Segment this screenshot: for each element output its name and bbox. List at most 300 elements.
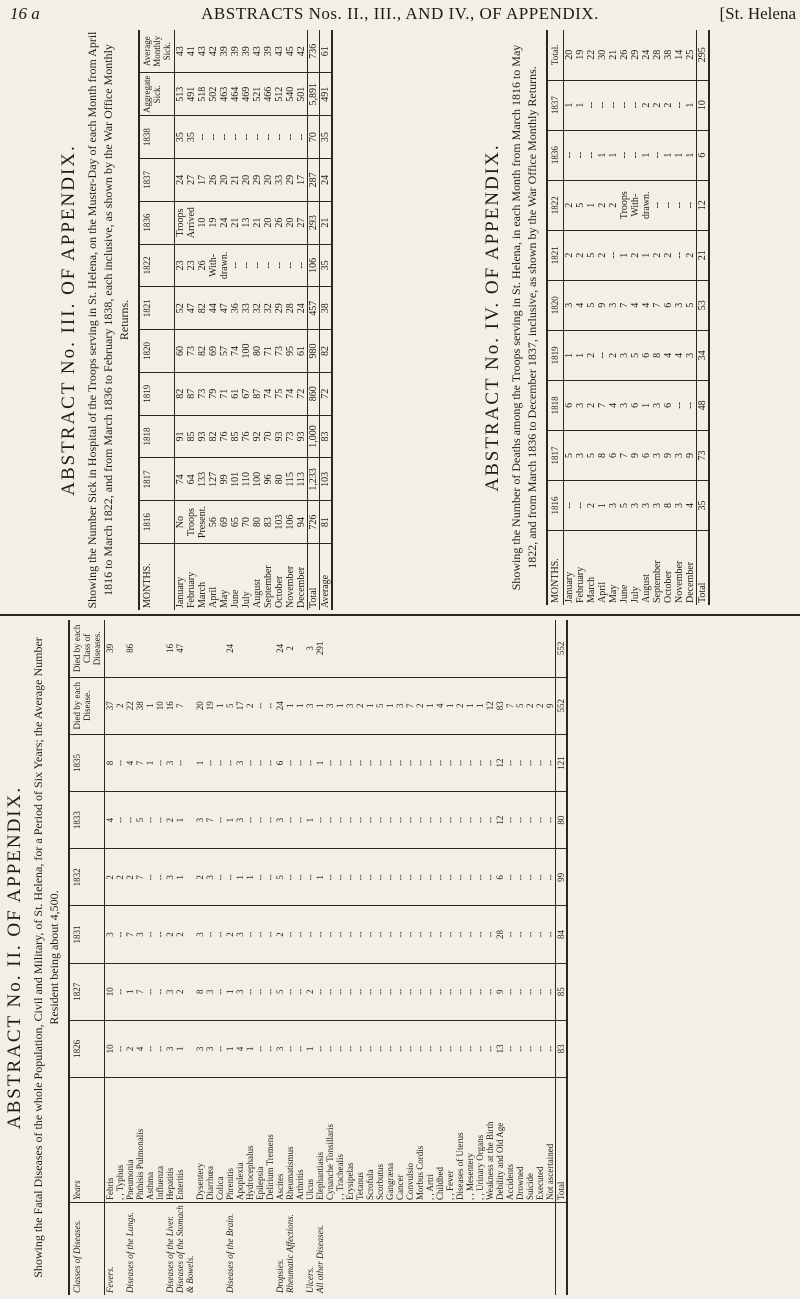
cell-value: --	[525, 963, 535, 1020]
cell-value: 82	[197, 330, 208, 373]
disease-name: Enteritis	[175, 1078, 195, 1203]
cell-value: 6	[564, 380, 576, 430]
month-label: November	[674, 560, 685, 603]
average-value: 61	[320, 30, 333, 73]
disease-name: Asthma	[145, 1078, 155, 1203]
total-value: 726	[308, 501, 320, 544]
disease-class	[265, 1203, 275, 1296]
disease-name: Arthritis	[295, 1078, 305, 1203]
cell-value: --	[405, 734, 415, 791]
cell-value: No	[175, 501, 187, 544]
cell-value: --	[515, 792, 525, 849]
cell-value: 70	[263, 415, 274, 458]
cell-value: --	[265, 849, 275, 906]
cell-value: 1	[385, 677, 395, 734]
cell-value: --	[285, 963, 295, 1020]
cell-value: --	[445, 906, 455, 963]
cell-value: 10	[197, 201, 208, 244]
table-row	[263, 30, 274, 610]
cell-value: 2	[175, 963, 195, 1020]
cell-value: --	[485, 963, 495, 1020]
cell-value: --	[245, 734, 255, 791]
cell-value: 39	[105, 620, 116, 677]
cell-value: --	[295, 849, 305, 906]
cell-value: --	[175, 734, 195, 791]
month-label: September	[652, 560, 663, 603]
cell-value: 2	[652, 230, 663, 280]
cell-value: --	[475, 1020, 485, 1077]
cell-value: --	[295, 1020, 305, 1077]
cell-value: --	[395, 792, 405, 849]
total-value: 99	[556, 849, 568, 906]
table-row	[230, 30, 241, 610]
disease-name: , , Mesentery	[465, 1078, 475, 1203]
cell-value: 29	[630, 30, 641, 80]
total-value: 53	[697, 280, 710, 330]
cell-value: 1	[365, 677, 375, 734]
disease-class	[325, 1203, 335, 1296]
column-header: 1822	[139, 244, 175, 287]
cell-value: 1	[475, 677, 485, 734]
cell-value: --	[296, 116, 308, 159]
table-row	[375, 620, 385, 1295]
cell-value: --	[155, 1020, 165, 1077]
cell-value: 36	[230, 287, 241, 330]
cell-value: 17	[197, 158, 208, 201]
cell-value: --	[115, 906, 125, 963]
cell-value: 23	[175, 244, 187, 287]
cell-value: --	[455, 1020, 465, 1077]
table-row	[652, 30, 663, 605]
cell-value: 1	[564, 80, 576, 130]
cell-value: 19	[208, 201, 219, 244]
disease-class	[425, 1203, 435, 1296]
cell-value: 8	[105, 734, 116, 791]
cell-value: --	[335, 849, 345, 906]
disease-name: Drowned	[515, 1078, 525, 1203]
cell-value: --	[263, 116, 274, 159]
cell-value: 7	[135, 963, 145, 1020]
total-value: 287	[308, 158, 320, 201]
cell-value: 3	[205, 963, 215, 1020]
cell-value: --	[415, 849, 425, 906]
disease-class	[245, 1203, 255, 1296]
table-row	[219, 30, 230, 610]
average-value: 35	[320, 116, 333, 159]
disease-class	[355, 1203, 365, 1296]
cell-value: 5	[575, 180, 586, 230]
cell-value: 2	[641, 80, 652, 130]
cell-value: 3	[235, 792, 245, 849]
cell-value: --	[345, 906, 355, 963]
disease-class	[385, 1203, 395, 1296]
cell-value: 82	[197, 287, 208, 330]
cell-value: 2	[575, 230, 586, 280]
cell-value: Troops	[175, 201, 187, 244]
cell-value: --	[245, 963, 255, 1020]
cell-value: 3	[165, 734, 175, 791]
cell-value: --	[535, 792, 545, 849]
column-header: 1818	[547, 380, 564, 430]
cell-value: --	[345, 792, 355, 849]
cell-value: 20	[564, 30, 576, 80]
disease-class	[195, 1203, 205, 1296]
table-row	[465, 620, 475, 1295]
cell-value: 10	[155, 677, 165, 734]
cell-value: 3	[105, 906, 116, 963]
cell-value: 64	[186, 458, 197, 501]
cell-value: 1	[225, 792, 235, 849]
cell-value: 5	[225, 677, 235, 734]
cell-value: 19	[205, 677, 215, 734]
cell-value: 39	[219, 30, 230, 73]
cell-value	[265, 620, 275, 677]
disease-class	[415, 1203, 425, 1296]
cell-value: 106	[285, 501, 296, 544]
cell-value: 3	[235, 963, 245, 1020]
cell-value	[545, 620, 556, 677]
cell-value: --	[545, 849, 556, 906]
cell-value: 7	[135, 849, 145, 906]
cell-value: 3	[275, 1020, 285, 1077]
disease-class	[525, 1203, 535, 1296]
cell-value	[365, 620, 375, 677]
cell-value: --	[315, 963, 325, 1020]
table-row	[285, 30, 296, 610]
cell-value: 2	[663, 80, 674, 130]
month-label: January	[175, 576, 186, 608]
cell-value: --	[115, 734, 125, 791]
total-value: 35	[697, 480, 710, 530]
cell-value: Troops	[186, 501, 197, 544]
disease-name: Colica	[215, 1078, 225, 1203]
cell-value: --	[405, 963, 415, 1020]
cell-value: 521	[252, 73, 263, 116]
table-row	[155, 620, 165, 1295]
cell-value: --	[525, 849, 535, 906]
cell-value: --	[465, 849, 475, 906]
cell-value: --	[545, 734, 556, 791]
cell-value: 21	[608, 30, 619, 80]
total-value: 121	[556, 734, 568, 791]
column-header: 1831	[69, 906, 105, 963]
cell-value: --	[485, 1020, 495, 1077]
table-row	[175, 620, 195, 1295]
disease-name: Cancer	[395, 1078, 405, 1203]
cell-value: 463	[219, 73, 230, 116]
cell-value: 47	[186, 287, 197, 330]
cell-value: --	[115, 963, 125, 1020]
cell-value: --	[255, 963, 265, 1020]
cell-value	[405, 620, 415, 677]
month-label: October	[663, 570, 674, 603]
column-header: 1817	[547, 430, 564, 480]
cell-value: 5	[564, 430, 576, 480]
table-row	[674, 30, 685, 605]
cell-value: 73	[274, 330, 285, 373]
disease-name: Tetanus	[355, 1078, 365, 1203]
cell-value: --	[630, 130, 641, 180]
cell-value: 3	[575, 430, 586, 480]
cell-value	[455, 620, 465, 677]
cell-value	[475, 620, 485, 677]
cell-value: --	[265, 906, 275, 963]
disease-name: Dysentery	[195, 1078, 205, 1203]
cell-value: 100	[241, 330, 252, 373]
cell-value: --	[325, 792, 335, 849]
cell-value: 5	[275, 849, 285, 906]
cell-value: --	[505, 734, 515, 791]
cell-value: 1	[225, 1020, 235, 1077]
cell-value: 32	[263, 287, 274, 330]
cell-value: --	[435, 906, 445, 963]
cell-value: 7	[205, 792, 215, 849]
cell-value: 9	[545, 677, 556, 734]
cell-value: --	[395, 1020, 405, 1077]
cell-value: --	[295, 963, 305, 1020]
table-row	[197, 30, 208, 610]
cell-value: --	[265, 1020, 275, 1077]
cell-value: --	[219, 116, 230, 159]
cell-value: 2	[630, 230, 641, 280]
cell-value: --	[619, 80, 630, 130]
cell-value: --	[265, 677, 275, 734]
column-header: 1819	[547, 330, 564, 380]
cell-value: 25	[685, 30, 697, 80]
month-label: December	[685, 561, 696, 603]
cell-value: --	[525, 792, 535, 849]
column-header: 1836	[139, 201, 175, 244]
cell-value: --	[365, 906, 375, 963]
cell-value: 1	[641, 380, 652, 430]
abstract-4-block	[482, 30, 800, 605]
cell-value	[395, 620, 405, 677]
cell-value: 2	[586, 480, 597, 530]
cell-value: 469	[241, 73, 252, 116]
cell-value: --	[485, 849, 495, 906]
column-header: 1817	[139, 458, 175, 501]
cell-value: 96	[263, 458, 274, 501]
cell-value: --	[305, 906, 315, 963]
cell-value: --	[425, 849, 435, 906]
cell-value: --	[215, 849, 225, 906]
cell-value: 14	[674, 30, 685, 80]
cell-value: --	[265, 734, 275, 791]
cell-value: --	[125, 792, 135, 849]
cell-value: 24	[641, 30, 652, 80]
month-label: April	[208, 586, 219, 608]
cell-value: 2	[285, 620, 295, 677]
disease-class	[515, 1203, 525, 1296]
cell-value: 43	[175, 30, 187, 73]
cell-value: 80	[252, 501, 263, 544]
table-row	[195, 620, 205, 1295]
total-value: 736	[308, 30, 320, 73]
cell-value: 38	[663, 30, 674, 80]
cell-value: 85	[186, 415, 197, 458]
month-label: November	[285, 565, 296, 608]
column-header: Average Monthly Sick.	[139, 30, 175, 73]
cell-value: 20	[241, 158, 252, 201]
cell-value: --	[465, 1020, 475, 1077]
cell-value: 6	[641, 330, 652, 380]
cell-value: --	[535, 963, 545, 1020]
cell-value: 7	[597, 380, 608, 430]
cell-value: --	[365, 849, 375, 906]
cell-value: --	[445, 1020, 455, 1077]
cell-value: 3	[235, 734, 245, 791]
table-row	[355, 620, 365, 1295]
cell-value: 4	[674, 330, 685, 380]
cell-value: 83	[263, 501, 274, 544]
cell-value: --	[208, 116, 219, 159]
month-label: January	[564, 571, 575, 603]
cell-value: 5	[135, 792, 145, 849]
cell-value: 69	[219, 501, 230, 544]
cell-value	[115, 620, 125, 677]
month-label: March	[586, 576, 597, 603]
cell-value: --	[485, 734, 495, 791]
table-row	[115, 620, 125, 1295]
disease-name: Delirium Tremens	[265, 1078, 275, 1203]
cell-value: --	[365, 734, 375, 791]
cell-value: --	[395, 734, 405, 791]
disease-name: Morbus Cordis	[415, 1078, 425, 1203]
total-value: 48	[697, 380, 710, 430]
cell-value	[205, 620, 215, 677]
cell-value: --	[685, 380, 697, 430]
cell-value: --	[586, 130, 597, 180]
cell-value: --	[325, 849, 335, 906]
cell-value: 1	[335, 677, 345, 734]
cell-value: 20	[263, 158, 274, 201]
cell-value: --	[145, 792, 155, 849]
cell-value: --	[155, 963, 165, 1020]
cell-value: 110	[241, 458, 252, 501]
cell-value: --	[535, 906, 545, 963]
cell-value: 5	[630, 330, 641, 380]
cell-value	[355, 620, 365, 677]
abstract-3-title: ABSTRACT No. III. OF APPENDIX.	[58, 144, 79, 496]
disease-class	[465, 1203, 475, 1296]
cell-value: --	[435, 734, 445, 791]
cell-value: 16	[165, 620, 175, 677]
table-row	[365, 620, 375, 1295]
cell-value: --	[475, 734, 485, 791]
cell-value: 22	[125, 677, 135, 734]
cell-value: 26	[619, 30, 630, 80]
cell-value: --	[485, 906, 495, 963]
cell-value: --	[241, 116, 252, 159]
cell-value: 93	[197, 415, 208, 458]
cell-value: 17	[235, 677, 245, 734]
cell-value: --	[295, 734, 305, 791]
cell-value: --	[685, 180, 697, 230]
average-value: 103	[320, 458, 333, 501]
cell-value: 2	[652, 80, 663, 130]
cell-value: --	[145, 906, 155, 963]
cell-value: 10	[105, 963, 116, 1020]
cell-value: --	[415, 734, 425, 791]
cell-value: --	[285, 849, 295, 906]
cell-value: 2	[115, 677, 125, 734]
disease-name: Executed	[535, 1078, 545, 1203]
cell-value: 3	[195, 906, 205, 963]
cell-value: --	[435, 792, 445, 849]
total-value: 80	[556, 792, 568, 849]
abstract-4-description: Showing the Number of Deaths among the Troops serving in St. Helena, in each Month from March 1816 to May 1822, and from March 1836 to December 1837, inclusive, as shown by the War Office Monthly Returns.	[509, 44, 539, 591]
cell-value: 27	[296, 201, 308, 244]
cell-value: 21	[252, 201, 263, 244]
cell-value: 2	[355, 677, 365, 734]
table-row	[435, 620, 445, 1295]
cell-value: --	[305, 734, 315, 791]
cell-value: 5	[275, 963, 285, 1020]
table-row	[515, 620, 525, 1295]
cell-value: --	[525, 1020, 535, 1077]
table-row	[296, 30, 308, 610]
cell-value: 24	[275, 620, 285, 677]
cell-value: 1	[215, 677, 225, 734]
cell-value: 12	[485, 677, 495, 734]
cell-value: --	[355, 734, 365, 791]
cell-value: 512	[274, 73, 285, 116]
abstract-2-description: Showing the Fatal Diseases of the whole Population, Civil and Military, of St. Helena, for a Period of Six Years; the Average Number Resident being about 4,500.	[31, 637, 61, 1278]
disease-name: Pneumonia	[125, 1078, 135, 1203]
table-row	[564, 30, 576, 605]
cell-value: 43	[252, 30, 263, 73]
average-label: Average	[320, 544, 333, 611]
total-value: 21	[697, 230, 710, 280]
cell-value: --	[395, 849, 405, 906]
cell-value	[135, 620, 145, 677]
cell-value: 3	[685, 330, 697, 380]
cell-value: --	[345, 734, 355, 791]
cell-value: 9	[685, 430, 697, 480]
cell-value: 2	[125, 1020, 135, 1077]
abstract-4-title: ABSTRACT No. IV. OF APPENDIX.	[482, 143, 503, 492]
month-label: March	[197, 581, 208, 608]
cell-value: --	[245, 906, 255, 963]
total-value: 293	[308, 201, 320, 244]
cell-value: --	[385, 963, 395, 1020]
total-label: Total	[556, 1078, 568, 1203]
cell-value: --	[335, 792, 345, 849]
cell-value: 7	[619, 280, 630, 330]
cell-value: 3	[325, 677, 335, 734]
cell-value: 491	[186, 73, 197, 116]
cell-value: 1	[641, 230, 652, 280]
disease-name: Diseases of Uterus	[455, 1078, 465, 1203]
cell-value	[215, 620, 225, 677]
total-value: 84	[556, 906, 568, 963]
cell-value: 1	[575, 330, 586, 380]
cell-value: --	[263, 244, 274, 287]
cell-value: 127	[208, 458, 219, 501]
disease-name: Elephantiasis	[315, 1078, 325, 1203]
cell-value: 3	[674, 430, 685, 480]
abstract-3-description: Showing the Number Sick in Hospital of the Troops serving in St. Helena, on the Muster-Day of each Month from April 1816 to March 1822, and from March 1836 to February 1838, each inclusive, as shown by the War Office Monthly Returns.	[85, 31, 131, 609]
cell-value: 1	[285, 677, 295, 734]
month-label: August	[252, 579, 263, 608]
disease-class	[495, 1203, 505, 1296]
cell-value: 3	[165, 1020, 175, 1077]
cell-value: 32	[252, 287, 263, 330]
cell-value: --	[465, 792, 475, 849]
cell-value: 37	[105, 677, 116, 734]
cell-value: --	[375, 906, 385, 963]
table-row	[425, 620, 435, 1295]
